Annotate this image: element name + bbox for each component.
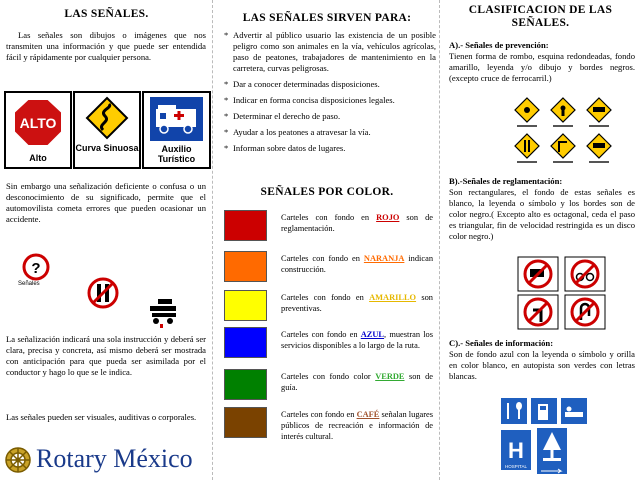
color-description bbox=[281, 329, 433, 351]
section-title-sirven: LAS SEÑALES SIRVEN PARA: bbox=[242, 12, 412, 24]
purpose-item: * Advertir al público usuario las existencia de un posible peligro como son animales en la vía, vehículos agrícolas, paso de peatones, trabajadores de mantenimiento en la carretera, curvas peligrosas. bbox=[224, 30, 436, 74]
hospital-sign-icon bbox=[501, 430, 531, 470]
color-keyword: VERDE bbox=[375, 372, 405, 381]
purpose-item: * Indicar en forma concisa disposiciones legales. bbox=[224, 95, 436, 106]
color-description-suffix: son de guía. bbox=[281, 372, 434, 392]
color-description-prefix: Carteles con fondo en bbox=[281, 410, 357, 419]
section-title-color: SEÑALES POR COLOR. bbox=[260, 186, 394, 198]
sign-alto bbox=[4, 91, 72, 169]
purpose-item: * Ayudar a los peatones a atravesar la vía. bbox=[224, 127, 436, 138]
sign-auxilio-turistico bbox=[142, 91, 211, 169]
prevention-text: Tienen forma de rombo, esquina redondeadas, fondo amarillo, leyenda y/o dibujo y bordes negros. (excepto cruce de ferrocarril.) bbox=[449, 51, 635, 83]
paragraph-instruccion: La señalización indicará una sola instrucción y deberá ser clara, precisa y concreta, así mismo deberá ser mostrada con anticipación para que pueda ser asimilada por el conductor y hago lo que se le indica. bbox=[6, 334, 206, 377]
purpose-item: * Determinar el derecho de paso. bbox=[224, 111, 436, 122]
warning-signs-group bbox=[513, 96, 613, 168]
color-description-prefix: Carteles con fondo en bbox=[281, 330, 361, 339]
color-description bbox=[281, 212, 433, 234]
color-keyword: ROJO bbox=[376, 213, 400, 222]
hospital-sign-label: HOSPITAL bbox=[505, 464, 527, 469]
color-keyword: NARANJA bbox=[363, 254, 405, 263]
truck-clipart-icon bbox=[146, 297, 180, 329]
column-sirven-para bbox=[214, 0, 440, 480]
warning-sign-icon bbox=[515, 134, 539, 158]
color-swatch bbox=[224, 251, 267, 282]
color-keyword: CAFÉ bbox=[356, 410, 380, 419]
section-title-las-senales: LAS SEÑALES. bbox=[64, 8, 149, 20]
color-description-prefix: Carteles con fondo en bbox=[281, 254, 364, 263]
color-description-suffix: señalan lugares públicos de recreación e información de interés cultural. bbox=[281, 410, 433, 441]
no-traffic-sign-icon bbox=[86, 276, 120, 310]
color-swatch bbox=[224, 327, 267, 358]
regulation-signs-group bbox=[517, 256, 609, 330]
color-description bbox=[281, 292, 433, 314]
regulation-heading: B).-Señales de reglamentación: bbox=[449, 176, 563, 186]
sign-caption-auxilio: Auxilio Turístico bbox=[157, 144, 196, 164]
picnic-area-sign-icon bbox=[537, 428, 567, 474]
no-truck-sign-icon bbox=[518, 257, 558, 291]
prevention-block bbox=[449, 40, 635, 84]
information-block bbox=[449, 338, 635, 382]
warning-sign-icon bbox=[515, 98, 539, 122]
svg-text:?: ? bbox=[31, 260, 41, 277]
color-swatch bbox=[224, 407, 267, 438]
purpose-item: * Dar a conocer determinadas disposiciones. bbox=[224, 79, 436, 90]
no-left-turn-sign-icon bbox=[518, 295, 558, 329]
purpose-list bbox=[224, 30, 436, 159]
purpose-item: * Informan sobre datos de lugares. bbox=[224, 143, 436, 154]
tow-truck-icon bbox=[144, 95, 209, 143]
small-sign-label: Señales bbox=[18, 281, 40, 287]
color-description-prefix: Carteles con fondo en bbox=[281, 213, 377, 222]
svg-text:H: H bbox=[508, 438, 524, 463]
paragraph-deficiente: Sin embargo una señalización deficiente o confusa o un desconocimiento de su significado, permite que el automovilista cometa errores que pueden ocasionar un accidente. bbox=[6, 181, 206, 224]
winding-road-icon bbox=[75, 96, 139, 140]
color-description-prefix: Carteles con fondo en bbox=[281, 293, 370, 302]
color-description bbox=[281, 371, 433, 393]
regulation-text: Son rectangulares, el fondo de estas señales es blanco, la leyenda o símbolo y los bordes son de color negro.( Excepto alto es octagonal, ceda el paso es triangular, fin de velocidad restringida es un disco color negro.) bbox=[449, 187, 635, 241]
intro-paragraph: Las señales son dibujos o imágenes que nos transmiten una información y que puede ser entendida fácil y rápidamente por cualquier persona. bbox=[6, 30, 206, 62]
sign-caption-curva: Curva Sinuosa bbox=[75, 143, 139, 153]
color-keyword: AZUL bbox=[360, 330, 385, 339]
information-signs-group bbox=[497, 396, 625, 476]
stop-sign-text: ALTO bbox=[19, 115, 57, 131]
rotary-wheel-icon bbox=[4, 446, 32, 474]
prevention-heading: A).- Señales de prevención: bbox=[449, 40, 549, 50]
gas-station-sign-icon bbox=[531, 398, 557, 424]
warning-sign-icon bbox=[551, 98, 575, 122]
color-swatch bbox=[224, 369, 267, 400]
color-description-suffix: son de reglamentación. bbox=[281, 213, 433, 233]
color-description bbox=[281, 409, 433, 442]
warning-sign-icon bbox=[587, 98, 611, 122]
color-description-suffix: , muestran los servicios disponibles a lo largo de la ruta. bbox=[281, 330, 433, 350]
no-bicycle-sign-icon bbox=[565, 257, 605, 291]
warning-sign-icon bbox=[551, 134, 575, 158]
color-description-suffix: indican construcción. bbox=[281, 254, 434, 274]
color-description-suffix: son preventivas. bbox=[281, 293, 433, 313]
information-text: Son de fondo azul con la leyenda o símbolo y orilla en color blanco, en autopista son verdes con letras blancas. bbox=[449, 349, 635, 381]
hotel-sign-icon bbox=[561, 398, 587, 424]
restaurant-sign-icon bbox=[501, 398, 527, 424]
color-swatch bbox=[224, 210, 267, 241]
color-description-prefix: Carteles con fondo color bbox=[281, 372, 376, 381]
no-u-turn-sign-icon bbox=[565, 295, 605, 329]
sign-caption-alto: Alto bbox=[29, 153, 47, 163]
column-clasificacion bbox=[441, 0, 640, 480]
rotary-logo-text: Rotary México bbox=[36, 444, 193, 473]
regulation-block bbox=[449, 176, 635, 242]
color-description bbox=[281, 253, 433, 275]
information-heading: C).- Señales de información: bbox=[449, 338, 554, 348]
section-title-clasificacion: CLASIFICACION DE LAS SEÑALES. bbox=[468, 4, 613, 29]
column-las-senales bbox=[0, 0, 213, 480]
stop-sign-icon bbox=[6, 97, 70, 149]
sign-strip bbox=[4, 91, 211, 169]
paragraph-visuales: Las señales pueden ser visuales, auditivas o corporales. bbox=[6, 412, 197, 422]
warning-sign-icon bbox=[587, 134, 611, 158]
color-swatch bbox=[224, 290, 267, 321]
sign-curva-sinuosa bbox=[73, 91, 141, 169]
color-keyword: AMARILLO bbox=[369, 293, 417, 302]
